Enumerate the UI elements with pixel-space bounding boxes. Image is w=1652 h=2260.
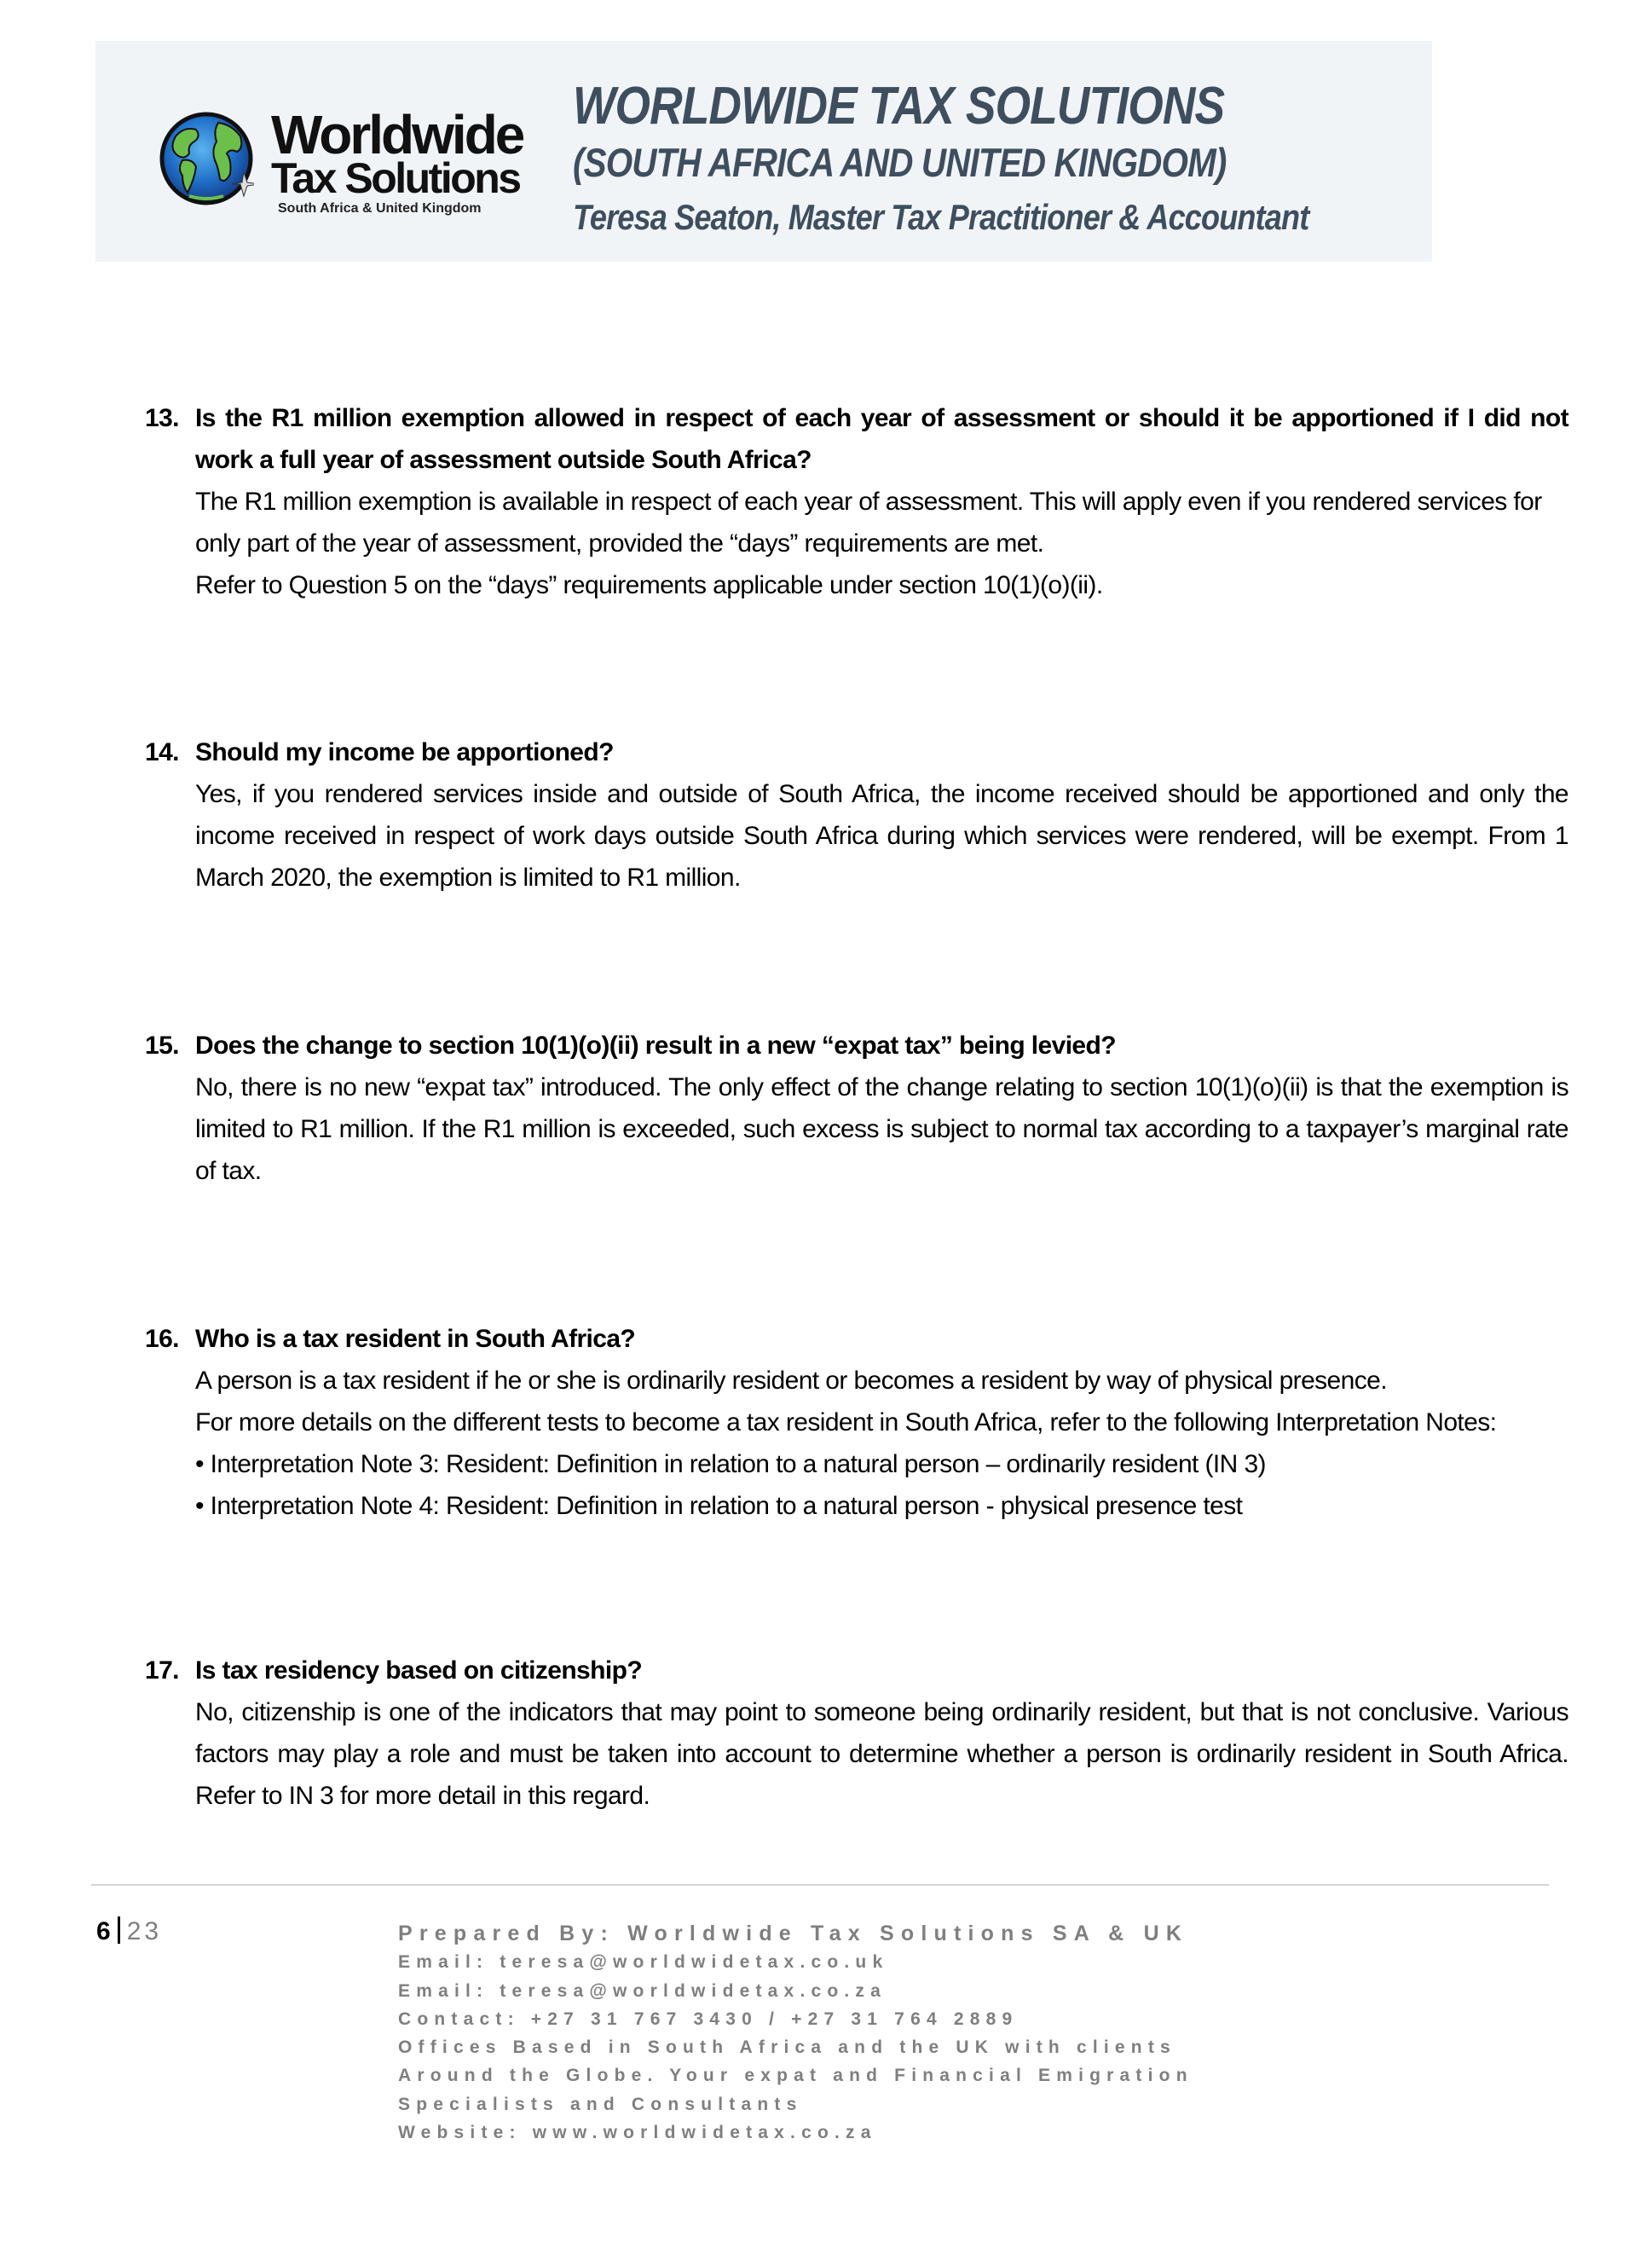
question-number: 15. <box>145 1032 179 1060</box>
faq-question <box>145 1025 1568 1066</box>
footer-contact-phone: Contact: +27 31 767 3430 / +27 31 764 2889 <box>398 2009 1019 2029</box>
faq-question <box>145 1318 1568 1360</box>
footer-website: Website: www.worldwidetax.co.za <box>398 2123 877 2143</box>
footer-prepared-by: Prepared By: Worldwide Tax Solutions SA & UK <box>398 1922 1189 1945</box>
question-text: Is the R1 million exemption allowed in respect of each year of assessment or should it be apportioned if I did not work a full year of assessment outside South Africa? <box>195 404 1568 474</box>
question-number: 14. <box>145 738 179 766</box>
faq-item-15 <box>145 1025 1568 1192</box>
answer-paragraph: For more details on the different tests to become a tax resident in South Africa, refer to the following Interpretation Notes: <box>195 1408 1497 1436</box>
faq-item-17 <box>145 1650 1568 1817</box>
page-current: 6 <box>96 1917 111 1945</box>
question-text: Should my income be apportioned? <box>195 738 614 766</box>
answer-paragraph: Refer to Question 5 on the “days” requirements applicable under section 10(1)(o)(ii). <box>195 571 1103 599</box>
question-number: 17. <box>145 1656 179 1685</box>
faq-answer <box>195 1691 1568 1817</box>
answer-paragraph: Yes, if you rendered services inside and outside of South Africa, the income received should be apportioned and only the income received in respect of work days outside South Africa during which services were rendered, will be exempt. From 1 March 2020, the exemption is limited to R1 million. <box>195 780 1568 892</box>
bullet-item-in3: • Interpretation Note 3: Resident: Definition in relation to a natural person – ordinarily resident (IN 3) <box>195 1450 1266 1478</box>
faq-answer <box>195 1360 1568 1527</box>
question-text: Who is a tax resident in South Africa? <box>195 1325 636 1353</box>
footer-email-za: Email: teresa@worldwidetax.co.za <box>398 1980 887 2001</box>
company-subtitle: (SOUTH AFRICA AND UNITED KINGDOM) <box>573 140 1227 185</box>
faq-item-13 <box>145 397 1568 606</box>
footer-divider <box>91 1884 1549 1886</box>
letterhead-banner <box>95 41 1432 262</box>
faq-item-16 <box>145 1318 1568 1527</box>
answer-paragraph: No, citizenship is one of the indicators that may point to someone being ordinarily resident, but that is not conclusive. Various factors may play a role and must be taken into account to determine whether a person is ordinarily resident in South Africa. Refer to IN 3 for more detail in this regard. <box>195 1698 1568 1810</box>
faq-question <box>145 731 1568 773</box>
globe-icon <box>159 111 254 206</box>
page-number <box>96 1916 162 1947</box>
faq-answer <box>195 481 1568 606</box>
faq-item-14 <box>145 731 1568 899</box>
answer-paragraph: A person is a tax resident if he or she is ordinarily resident or becomes a resident by way of physical presence. <box>195 1367 1387 1395</box>
company-logo <box>126 104 535 228</box>
page-total: 23 <box>126 1917 163 1945</box>
faq-question <box>145 1650 1568 1691</box>
footer-email-uk: Email: teresa@worldwidetax.co.uk <box>398 1952 889 1973</box>
question-text: Does the change to section 10(1)(o)(ii) result in a new “expat tax” being levied? <box>195 1032 1116 1060</box>
letterhead-title-block <box>573 77 1429 242</box>
logo-subword: Tax Solutions <box>271 154 520 202</box>
question-text: Is tax residency based on citizenship? <box>195 1656 643 1685</box>
faq-answer <box>195 773 1568 899</box>
question-number: 16. <box>145 1325 179 1353</box>
footer-offices-line1: Offices Based in South Africa and the UK with clients <box>398 2037 1176 2058</box>
answer-paragraph: The R1 million exemption is available in respect of each year of assessment. This will apply even if you rendered services for only part of the year of assessment, provided the “days” requirements are met. <box>195 488 1542 558</box>
footer-offices-line3: Specialists and Consultants <box>398 2094 803 2114</box>
bullet-item-in4: • Interpretation Note 4: Resident: Definition in relation to a natural person - physical presence test <box>195 1492 1243 1520</box>
faq-answer <box>195 1066 1568 1192</box>
footer-contact-block <box>398 1920 1193 2147</box>
practitioner-byline: Teresa Seaton, Master Tax Practitioner & Accountant <box>573 197 1309 237</box>
logo-tagline: South Africa & United Kingdom <box>278 201 482 216</box>
faq-question <box>145 397 1568 481</box>
footer-offices-line2: Around the Globe. Your expat and Financial Emigration <box>398 2066 1193 2086</box>
logo-wordmark: Worldwide <box>271 104 523 165</box>
answer-paragraph: No, there is no new “expat tax” introduced. The only effect of the change relating to section 10(1)(o)(ii) is that the exemption is limited to R1 million. If the R1 million is exceeded, such excess is subject to normal tax according to a taxpayer’s marginal rate of tax. <box>195 1073 1568 1185</box>
page-separator <box>118 1916 120 1944</box>
company-title: WORLDWIDE TAX SOLUTIONS <box>573 77 1225 136</box>
question-number: 13. <box>145 404 179 432</box>
